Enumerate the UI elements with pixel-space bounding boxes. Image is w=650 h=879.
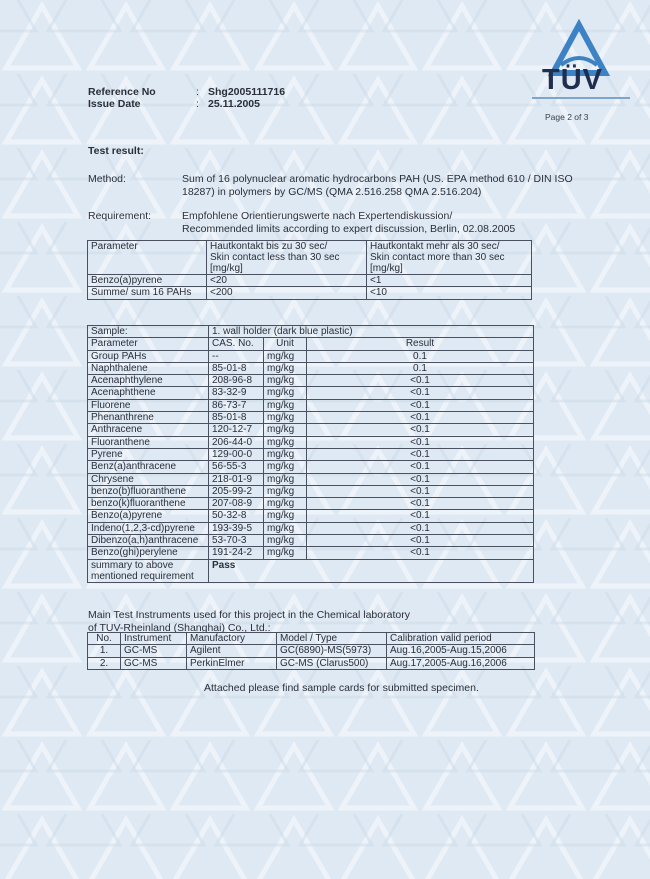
results-header-row: [88, 338, 534, 350]
method-line: Sum of 16 polynuclear aromatic hydrocarbons PAH (US. EPA method 610 / DIN ISO: [182, 173, 573, 185]
result-parameter: Dibenzo(a,h)anthracene: [88, 535, 209, 547]
result-value: <0.1: [307, 399, 534, 411]
sample-row: [88, 326, 534, 338]
result-value: <0.1: [307, 412, 534, 424]
limit-short-contact: <200: [207, 287, 367, 299]
result-unit: mg/kg: [264, 510, 307, 522]
table-row: [88, 645, 535, 657]
result-value: <0.1: [307, 485, 534, 497]
result-value: <0.1: [307, 461, 534, 473]
result-parameter: Acenaphthylene: [88, 375, 209, 387]
instruments-intro-line: Main Test Instruments used for this project in the Chemical laboratory: [88, 609, 410, 621]
result-parameter: Group PAHs: [88, 350, 209, 362]
instruments-header-row: [88, 633, 535, 645]
requirement-line: Empfohlene Orientierungswerte nach Expertendiskussion/: [182, 210, 453, 222]
limits-header-row: [88, 241, 532, 275]
page-number: Page 2 of 3: [545, 112, 589, 122]
header-model: Model / Type: [277, 633, 387, 645]
requirement-label: Requirement:: [88, 210, 152, 222]
result-parameter: benzo(b)fluoranthene: [88, 485, 209, 497]
header-line: [mg/kg]: [370, 263, 403, 274]
header-line: Skin contact less than 30 sec: [210, 252, 340, 263]
tuv-logo-text: TÜV: [542, 64, 603, 96]
result-cas-number: --: [209, 350, 264, 362]
header-line: Hautkontakt bis zu 30 sec/: [210, 241, 328, 252]
result-value: <0.1: [307, 473, 534, 485]
limit-long-contact: <1: [367, 275, 532, 287]
result-parameter: benzo(k)fluoranthene: [88, 498, 209, 510]
table-row: [88, 522, 534, 534]
result-cas-number: 207-08-9: [209, 498, 264, 510]
instrument-name: GC-MS: [121, 657, 187, 669]
header-unit: Unit: [264, 338, 307, 350]
result-cas-number: 193-39-5: [209, 522, 264, 534]
limits-header-parameter: Parameter: [88, 241, 207, 275]
table-row: [88, 350, 534, 362]
table-row: [88, 436, 534, 448]
limits-header-short-contact: [207, 241, 367, 275]
table-row: [88, 287, 532, 299]
result-cas-number: 205-99-2: [209, 485, 264, 497]
sample-value: 1. wall holder (dark blue plastic): [209, 326, 534, 338]
result-parameter: Indeno(1,2,3-cd)pyrene: [88, 522, 209, 534]
result-cas-number: 206-44-0: [209, 436, 264, 448]
sample-label: Sample:: [88, 326, 209, 338]
result-value: <0.1: [307, 375, 534, 387]
table-row: [88, 461, 534, 473]
table-row: [88, 275, 532, 287]
result-unit: mg/kg: [264, 350, 307, 362]
result-parameter: Pyrene: [88, 448, 209, 460]
header-line: Hautkontakt mehr als 30 sec/: [370, 241, 500, 252]
limit-long-contact: <10: [367, 287, 532, 299]
table-row: [88, 399, 534, 411]
issue-date-value: 25.11.2005: [208, 98, 260, 110]
result-cas-number: 83-32-9: [209, 387, 264, 399]
result-value: 0.1: [307, 350, 534, 362]
method-line: 18287) in polymers by GC/MS (QMA 2.516.258 QMA 2.516.204): [182, 186, 482, 198]
result-unit: mg/kg: [264, 535, 307, 547]
limits-table: [87, 240, 532, 300]
table-row: [88, 547, 534, 559]
result-cas-number: 86-73-7: [209, 399, 264, 411]
limit-parameter: Benzo(a)pyrene: [88, 275, 207, 287]
summary-label-line: mentioned requirement: [91, 570, 194, 582]
instrument-name: GC-MS: [121, 645, 187, 657]
result-unit: mg/kg: [264, 436, 307, 448]
result-unit: mg/kg: [264, 498, 307, 510]
result-unit: mg/kg: [264, 448, 307, 460]
result-unit: mg/kg: [264, 362, 307, 374]
result-parameter: Benzo(a)pyrene: [88, 510, 209, 522]
result-cas-number: 208-96-8: [209, 375, 264, 387]
result-value: <0.1: [307, 547, 534, 559]
results-table: [87, 325, 534, 583]
result-cas-number: 129-00-0: [209, 448, 264, 460]
table-row: [88, 510, 534, 522]
table-row: [88, 448, 534, 460]
result-unit: mg/kg: [264, 473, 307, 485]
issue-date-colon: :: [196, 98, 199, 110]
result-parameter: Fluoranthene: [88, 436, 209, 448]
method-label: Method:: [88, 173, 126, 185]
result-value: <0.1: [307, 387, 534, 399]
result-cas-number: 85-01-8: [209, 412, 264, 424]
reference-value: Shg2005111716: [208, 86, 286, 98]
footer-note: Attached please find sample cards for submitted specimen.: [204, 682, 479, 694]
header-instrument: Instrument: [121, 633, 187, 645]
result-parameter: Acenaphthene: [88, 387, 209, 399]
table-row: [88, 424, 534, 436]
result-parameter: Anthracene: [88, 424, 209, 436]
result-unit: mg/kg: [264, 412, 307, 424]
instruments-intro-line: of TUV-Rheinland (Shanghai) Co., Ltd.:: [88, 622, 271, 634]
instrument-model: GC(6890)-MS(5973): [277, 645, 387, 657]
result-cas-number: 50-32-8: [209, 510, 264, 522]
instrument-no: 2.: [88, 657, 121, 669]
header-line: [mg/kg]: [210, 263, 243, 274]
method-text: [182, 173, 573, 199]
result-parameter: Benz(a)anthracene: [88, 461, 209, 473]
results-body: [88, 350, 534, 559]
header-calibration: Calibration valid period: [387, 633, 535, 645]
result-cas-number: 191-24-2: [209, 547, 264, 559]
summary-label: [88, 559, 209, 583]
instrument-calibration: Aug.16,2005-Aug.15,2006: [387, 645, 535, 657]
result-value: <0.1: [307, 448, 534, 460]
result-cas-number: 53-70-3: [209, 535, 264, 547]
table-row: [88, 375, 534, 387]
result-unit: mg/kg: [264, 424, 307, 436]
result-parameter: Benzo(ghi)perylene: [88, 547, 209, 559]
result-value: <0.1: [307, 424, 534, 436]
reference-label: Reference No: [88, 86, 156, 98]
header-no: No.: [88, 633, 121, 645]
table-row: [88, 498, 534, 510]
instrument-model: GC-MS (Clarus500): [277, 657, 387, 669]
instrument-manufactory: PerkinElmer: [187, 657, 277, 669]
limit-parameter: Summe/ sum 16 PAHs: [88, 287, 207, 299]
instrument-manufactory: Agilent: [187, 645, 277, 657]
result-cas-number: 85-01-8: [209, 362, 264, 374]
result-unit: mg/kg: [264, 522, 307, 534]
table-row: [88, 657, 535, 669]
table-row: [88, 485, 534, 497]
result-unit: mg/kg: [264, 375, 307, 387]
instrument-no: 1.: [88, 645, 121, 657]
header-line: Skin contact more than 30 sec: [370, 252, 505, 263]
result-value: <0.1: [307, 436, 534, 448]
result-unit: mg/kg: [264, 461, 307, 473]
limits-header-long-contact: [367, 241, 532, 275]
header-cas: CAS. No.: [209, 338, 264, 350]
requirement-text: [182, 210, 515, 236]
instruments-body: [88, 645, 535, 670]
result-parameter: Fluorene: [88, 399, 209, 411]
result-unit: mg/kg: [264, 547, 307, 559]
summary-row: [88, 559, 534, 583]
table-row: [88, 387, 534, 399]
limit-short-contact: <20: [207, 275, 367, 287]
header-parameter: Parameter: [88, 338, 209, 350]
header-result: Result: [307, 338, 534, 350]
table-row: [88, 412, 534, 424]
result-unit: mg/kg: [264, 485, 307, 497]
result-cas-number: 218-01-9: [209, 473, 264, 485]
result-parameter: Phenanthrene: [88, 412, 209, 424]
result-parameter: Naphthalene: [88, 362, 209, 374]
table-row: [88, 362, 534, 374]
issue-date-label: Issue Date: [88, 98, 141, 110]
result-value: <0.1: [307, 522, 534, 534]
test-result-title: Test result:: [88, 145, 144, 157]
table-row: [88, 535, 534, 547]
header-manufactory: Manufactory: [187, 633, 277, 645]
table-row: [88, 473, 534, 485]
result-cas-number: 120-12-7: [209, 424, 264, 436]
result-value: <0.1: [307, 535, 534, 547]
logo-underline: [532, 97, 630, 99]
result-parameter: Chrysene: [88, 473, 209, 485]
result-unit: mg/kg: [264, 399, 307, 411]
result-value: <0.1: [307, 498, 534, 510]
summary-label-line: summary to above: [91, 559, 174, 571]
result-cas-number: 56-55-3: [209, 461, 264, 473]
result-value: 0.1: [307, 362, 534, 374]
requirement-line: Recommended limits according to expert discussion, Berlin, 02.08.2005: [182, 223, 516, 235]
result-value: <0.1: [307, 510, 534, 522]
summary-value: Pass: [209, 559, 534, 583]
instruments-table: [87, 632, 535, 670]
result-unit: mg/kg: [264, 387, 307, 399]
instrument-calibration: Aug.17,2005-Aug.16,2006: [387, 657, 535, 669]
reference-colon: :: [196, 86, 199, 98]
